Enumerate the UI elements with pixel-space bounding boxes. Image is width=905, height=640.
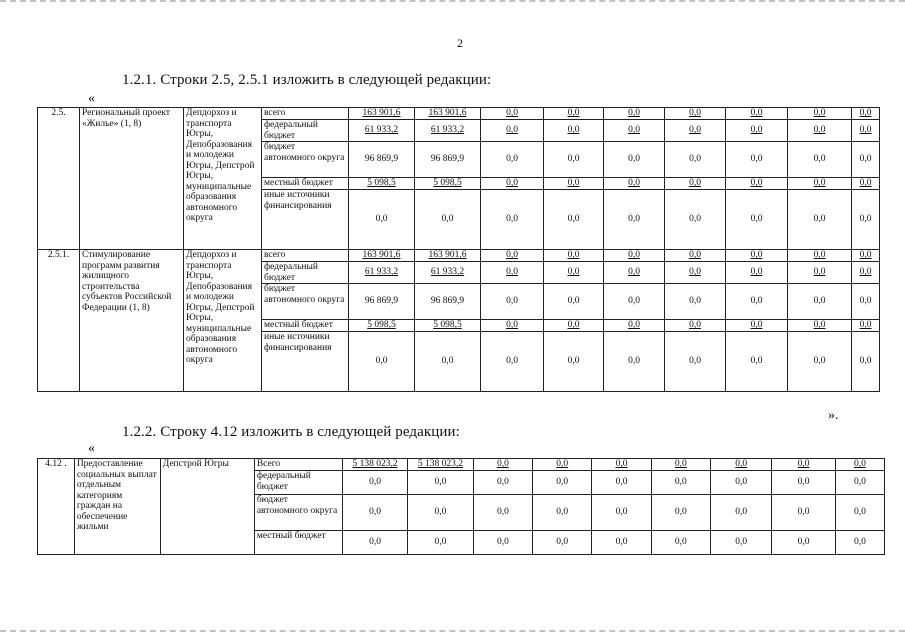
year-amount-cell: 0,0: [544, 142, 604, 178]
year-amount-cell: 0,0: [544, 332, 604, 392]
year-amount-cell: 0,0: [788, 108, 852, 120]
year-amount-cell: 0,0: [481, 120, 544, 142]
year-amount-cell: 0,0: [604, 178, 665, 190]
year-amount-cell: 0,0: [726, 284, 788, 320]
table-row: [38, 459, 885, 471]
year-amount-cell: 0,0: [604, 262, 665, 284]
funding-source-label: федеральный бюджет: [254, 471, 342, 495]
year-amount-cell: 0,0: [665, 332, 726, 392]
year-amount-cell: 0,0: [533, 495, 592, 531]
heading-section-1-2-2: 1.2.2. Строку 4.12 изложить в следующей редакции:: [122, 424, 460, 440]
year-amount-cell: 0,0: [788, 142, 852, 178]
year-amount-cell: 0,0: [544, 178, 604, 190]
year-amount-cell: 0,0: [604, 108, 665, 120]
year-amount-cell: 0,0: [481, 332, 544, 392]
year-amount-cell: 0,0: [788, 120, 852, 142]
year-amount-cell: 0,0: [711, 471, 772, 495]
year-amount-cell: 0,0: [544, 108, 604, 120]
funding-source-label: местный бюджет: [262, 320, 349, 332]
year-amount-cell: 0,0: [852, 178, 880, 190]
year-amount-cell: 0,0: [544, 284, 604, 320]
funding-source-label: всего: [262, 108, 349, 120]
measure-name: Предоставление социальных выплат отдельным категориям граждан на обеспечение жильми: [74, 459, 160, 555]
year-amount-cell: 0,0: [533, 531, 592, 555]
total-amount-cell: 0,0: [349, 190, 415, 250]
heading-section-1-2-1: 1.2.1. Строки 2.5, 2.5.1 изложить в следующей редакции:: [122, 72, 492, 88]
year-amount-cell: 0,0: [772, 531, 835, 555]
year-amount-cell: 5 138 023,2: [408, 459, 473, 471]
year-amount-cell: 5 098,5: [415, 320, 481, 332]
year-amount-cell: 0,0: [665, 262, 726, 284]
year-amount-cell: 0,0: [726, 108, 788, 120]
year-amount-cell: 0,0: [533, 471, 592, 495]
table-row: [38, 108, 880, 120]
table-row: [38, 250, 880, 262]
measure-name: Региональный проект «Жилье» (1, 8): [80, 108, 184, 250]
year-amount-cell: 0,0: [544, 120, 604, 142]
year-amount-cell: 0,0: [473, 531, 532, 555]
year-amount-cell: 0,0: [604, 332, 665, 392]
year-amount-cell: 0,0: [481, 250, 544, 262]
year-amount-cell: 0,0: [852, 142, 880, 178]
year-amount-cell: 0,0: [788, 320, 852, 332]
year-amount-cell: 0,0: [852, 332, 880, 392]
total-amount-cell: 163 901,6: [349, 108, 415, 120]
year-amount-cell: 0,0: [711, 495, 772, 531]
year-amount-cell: 0,0: [852, 108, 880, 120]
budget-table-4-12: [37, 458, 885, 555]
funding-source-label: федеральный бюджет: [262, 262, 349, 284]
year-amount-cell: 0,0: [481, 142, 544, 178]
responsible-executor: Депдорхоз и транспорта Югры, Депобразования и молодежи Югры, Депстрой Югры, муниципальные образования автономного округа: [184, 250, 262, 392]
year-amount-cell: 0,0: [788, 178, 852, 190]
total-amount-cell: 96 869,9: [349, 142, 415, 178]
year-amount-cell: 0,0: [726, 332, 788, 392]
year-amount-cell: 0,0: [852, 320, 880, 332]
year-amount-cell: 163 901,6: [415, 108, 481, 120]
year-amount-cell: 0,0: [726, 120, 788, 142]
year-amount-cell: 0,0: [788, 262, 852, 284]
year-amount-cell: 0,0: [651, 495, 710, 531]
year-amount-cell: 0,0: [726, 190, 788, 250]
year-amount-cell: 0,0: [481, 108, 544, 120]
year-amount-cell: 0,0: [604, 250, 665, 262]
year-amount-cell: 0,0: [651, 471, 710, 495]
year-amount-cell: 0,0: [651, 531, 710, 555]
year-amount-cell: 0,0: [665, 320, 726, 332]
year-amount-cell: 0,0: [415, 332, 481, 392]
year-amount-cell: 0,0: [835, 471, 884, 495]
year-amount-cell: 0,0: [481, 284, 544, 320]
year-amount-cell: 0,0: [604, 190, 665, 250]
year-amount-cell: 0,0: [473, 471, 532, 495]
year-amount-cell: 0,0: [788, 332, 852, 392]
page-number: 2: [457, 36, 463, 50]
year-amount-cell: 0,0: [604, 284, 665, 320]
total-amount-cell: 0,0: [342, 495, 407, 531]
year-amount-cell: 0,0: [788, 190, 852, 250]
year-amount-cell: 0,0: [772, 471, 835, 495]
total-amount-cell: 96 869,9: [349, 284, 415, 320]
year-amount-cell: 0,0: [544, 250, 604, 262]
total-amount-cell: 5 138 023,2: [342, 459, 407, 471]
year-amount-cell: 0,0: [408, 471, 473, 495]
year-amount-cell: 0,0: [592, 459, 651, 471]
year-amount-cell: 0,0: [711, 459, 772, 471]
year-amount-cell: 0,0: [481, 190, 544, 250]
scan-edge-bottom: [0, 630, 905, 636]
year-amount-cell: 0,0: [711, 531, 772, 555]
year-amount-cell: 0,0: [835, 495, 884, 531]
total-amount-cell: 61 933,2: [349, 262, 415, 284]
year-amount-cell: 0,0: [481, 178, 544, 190]
year-amount-cell: 0,0: [592, 495, 651, 531]
year-amount-cell: 0,0: [835, 531, 884, 555]
year-amount-cell: 0,0: [473, 459, 532, 471]
total-amount-cell: 61 933,2: [349, 120, 415, 142]
row-number: 2.5.: [38, 108, 80, 250]
total-amount-cell: 0,0: [349, 332, 415, 392]
year-amount-cell: 0,0: [665, 178, 726, 190]
row-number: 4.12 .: [38, 459, 75, 555]
funding-source-label: иные источники финансирования: [262, 332, 349, 392]
year-amount-cell: 0,0: [665, 142, 726, 178]
funding-source-label: бюджет автономного округа: [262, 284, 349, 320]
total-amount-cell: 0,0: [342, 471, 407, 495]
year-amount-cell: 0,0: [665, 120, 726, 142]
total-amount-cell: 163 901,6: [349, 250, 415, 262]
close-quote: ».: [828, 408, 839, 423]
year-amount-cell: 0,0: [604, 120, 665, 142]
year-amount-cell: 0,0: [473, 495, 532, 531]
year-amount-cell: 0,0: [544, 262, 604, 284]
year-amount-cell: 0,0: [852, 284, 880, 320]
funding-source-label: иные источники финансирования: [262, 190, 349, 250]
year-amount-cell: 0,0: [481, 262, 544, 284]
year-amount-cell: 163 901,6: [415, 250, 481, 262]
year-amount-cell: 0,0: [533, 459, 592, 471]
open-quote-1: «: [88, 91, 95, 106]
total-amount-cell: 5 098,5: [349, 178, 415, 190]
year-amount-cell: 0,0: [726, 320, 788, 332]
year-amount-cell: 61 933,2: [415, 120, 481, 142]
year-amount-cell: 0,0: [665, 250, 726, 262]
open-quote-2: «: [88, 441, 95, 456]
funding-source-label: всего: [262, 250, 349, 262]
year-amount-cell: 0,0: [544, 190, 604, 250]
year-amount-cell: 0,0: [665, 190, 726, 250]
measure-name: Стимулирование программ развития жилищного строительства субъектов Российской Федерации (1, 8): [80, 250, 184, 392]
year-amount-cell: 0,0: [726, 178, 788, 190]
year-amount-cell: 96 869,9: [415, 284, 481, 320]
year-amount-cell: 0,0: [408, 531, 473, 555]
year-amount-cell: 0,0: [481, 320, 544, 332]
year-amount-cell: 61 933,2: [415, 262, 481, 284]
year-amount-cell: 0,0: [788, 284, 852, 320]
year-amount-cell: 0,0: [604, 142, 665, 178]
year-amount-cell: 0,0: [772, 495, 835, 531]
budget-table-2-5: [37, 107, 880, 392]
funding-source-label: федеральный бюджет: [262, 120, 349, 142]
total-amount-cell: 0,0: [342, 531, 407, 555]
year-amount-cell: 5 098,5: [415, 178, 481, 190]
year-amount-cell: 0,0: [726, 262, 788, 284]
year-amount-cell: 96 869,9: [415, 142, 481, 178]
total-amount-cell: 5 098,5: [349, 320, 415, 332]
year-amount-cell: 0,0: [415, 190, 481, 250]
funding-source-label: местный бюджет: [262, 178, 349, 190]
funding-source-label: Всего: [254, 459, 342, 471]
year-amount-cell: 0,0: [592, 531, 651, 555]
year-amount-cell: 0,0: [788, 250, 852, 262]
year-amount-cell: 0,0: [852, 120, 880, 142]
row-number: 2.5.1.: [38, 250, 80, 392]
responsible-executor: Депстрой Югры: [160, 459, 254, 555]
year-amount-cell: 0,0: [772, 459, 835, 471]
year-amount-cell: 0,0: [651, 459, 710, 471]
responsible-executor: Депдорхоз и транспорта Югры, Депобразования и молодежи Югры, Депстрой Югры, муниципальные образования автономного округа: [184, 108, 262, 250]
year-amount-cell: 0,0: [852, 190, 880, 250]
year-amount-cell: 0,0: [544, 320, 604, 332]
year-amount-cell: 0,0: [665, 284, 726, 320]
year-amount-cell: 0,0: [852, 262, 880, 284]
year-amount-cell: 0,0: [604, 320, 665, 332]
scan-edge-top: [0, 0, 905, 6]
funding-source-label: бюджет автономного округа: [262, 142, 349, 178]
year-amount-cell: 0,0: [835, 459, 884, 471]
funding-source-label: местный бюджет: [254, 531, 342, 555]
year-amount-cell: 0,0: [592, 471, 651, 495]
year-amount-cell: 0,0: [726, 142, 788, 178]
funding-source-label: бюджет автономного округа: [254, 495, 342, 531]
year-amount-cell: 0,0: [852, 250, 880, 262]
year-amount-cell: 0,0: [665, 108, 726, 120]
year-amount-cell: 0,0: [408, 495, 473, 531]
year-amount-cell: 0,0: [726, 250, 788, 262]
